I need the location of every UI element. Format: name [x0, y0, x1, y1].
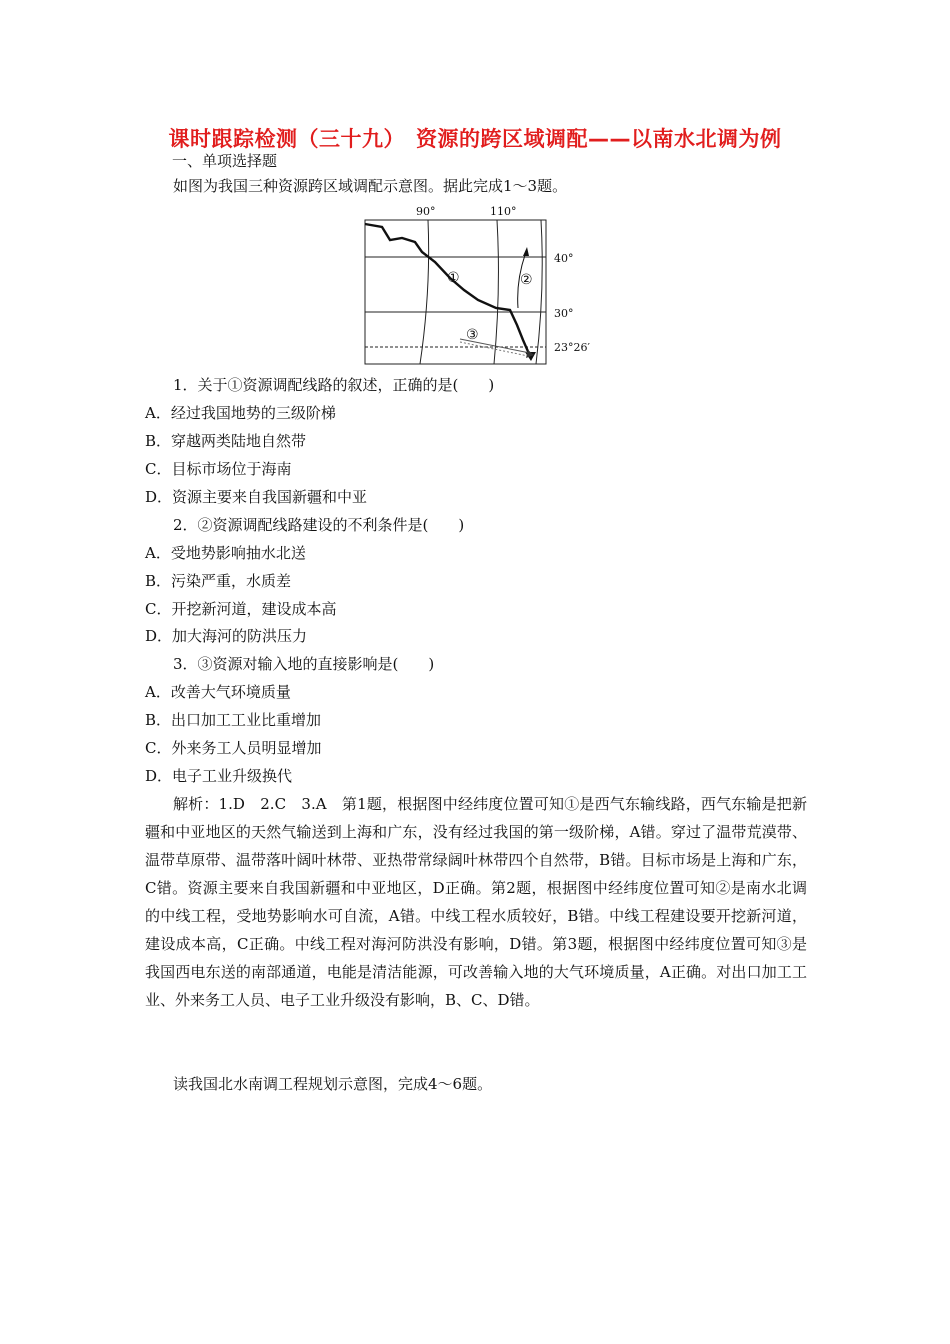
- question-2-option-a: A．受地势影响抽水北送: [145, 544, 306, 562]
- question-2-option-d: D．加大海河的防洪压力: [145, 627, 308, 645]
- question-3-option-a: A．改善大气环境质量: [145, 683, 291, 701]
- question-group-intro: 如图为我国三种资源跨区域调配示意图。据此完成1～3题。: [173, 177, 568, 195]
- route-2-label: ②: [520, 272, 533, 288]
- question-1-stem: 1．关于①资源调配线路的叙述，正确的是( ): [173, 376, 495, 394]
- lon-label-110: 110°: [490, 205, 517, 218]
- question-1-option-a: A．经过我国地势的三级阶梯: [145, 404, 336, 422]
- resource-transfer-map: [360, 200, 600, 366]
- question-3-stem: 3．③资源对输入地的直接影响是( ): [173, 655, 435, 673]
- route-1-line: [365, 224, 530, 356]
- page-title: 课时跟踪检测（三十九） 资源的跨区域调配——以南水北调为例: [168, 127, 782, 151]
- question-2-option-c: C．开挖新河道，建设成本高: [145, 600, 337, 618]
- question-1-option-b: B．穿越两类陆地自然带: [145, 432, 307, 450]
- route-3-line-lower: [460, 342, 528, 356]
- question-1-option-d: D．资源主要来自我国新疆和中亚: [145, 488, 368, 506]
- lat-label-30: 30°: [554, 307, 574, 320]
- question-3-option-b: B．出口加工工业比重增加: [145, 711, 322, 729]
- route-2-arrow: [523, 247, 529, 256]
- question-2-stem: 2．②资源调配线路建设的不利条件是( ): [173, 516, 465, 534]
- route-3-label: ③: [466, 327, 479, 343]
- route-1-label: ①: [447, 270, 460, 286]
- section-heading: 一、单项选择题: [172, 152, 278, 170]
- question-2-option-b: B．污染严重，水质差: [145, 572, 292, 590]
- next-question-group-intro: 读我国北水南调工程规划示意图，完成4～6题。: [173, 1075, 493, 1093]
- analysis-paragraph: 解析：1.D 2.C 3.A 第1题，根据图中经纬度位置可知①是西气东输线路，西气东输是把新疆和中亚地区的天然气输送到上海和广东，没有经过我国的第一级阶梯，A错。穿过了温带荒漠带、温带草原带、温带落叶阔叶林带、亚热带常绿阔叶林带四个自然带，B错。目标市场是上海和广东，C错。资源主要来自我国新疆和中亚地区，D正确。第2题，根据图中经纬度位置可知②是南水北调的中线工程，受地势影响水可自流，A错。中线工程水质较好，B错。中线工程建设要开挖新河道，建设成本高，C正确。中线工程对海河防洪没有影响，D错。第3题，根据图中经纬度位置可知③是我国西电东送的南部通道，电能是清洁能源，可改善输入地的大气环境质量，A正确。对出口加工工业、外来务工人员、电子工业升级没有影响，B、C、D错。: [145, 795, 807, 1009]
- question-3-option-d: D．电子工业升级换代: [145, 767, 293, 785]
- question-3-option-c: C．外来务工人员明显增加: [145, 739, 322, 757]
- lat-label-40: 40°: [554, 252, 574, 265]
- question-1-option-c: C．目标市场位于海南: [145, 460, 292, 478]
- lon-label-90: 90°: [416, 205, 436, 218]
- lat-label-tropic: 23°26′: [554, 341, 590, 354]
